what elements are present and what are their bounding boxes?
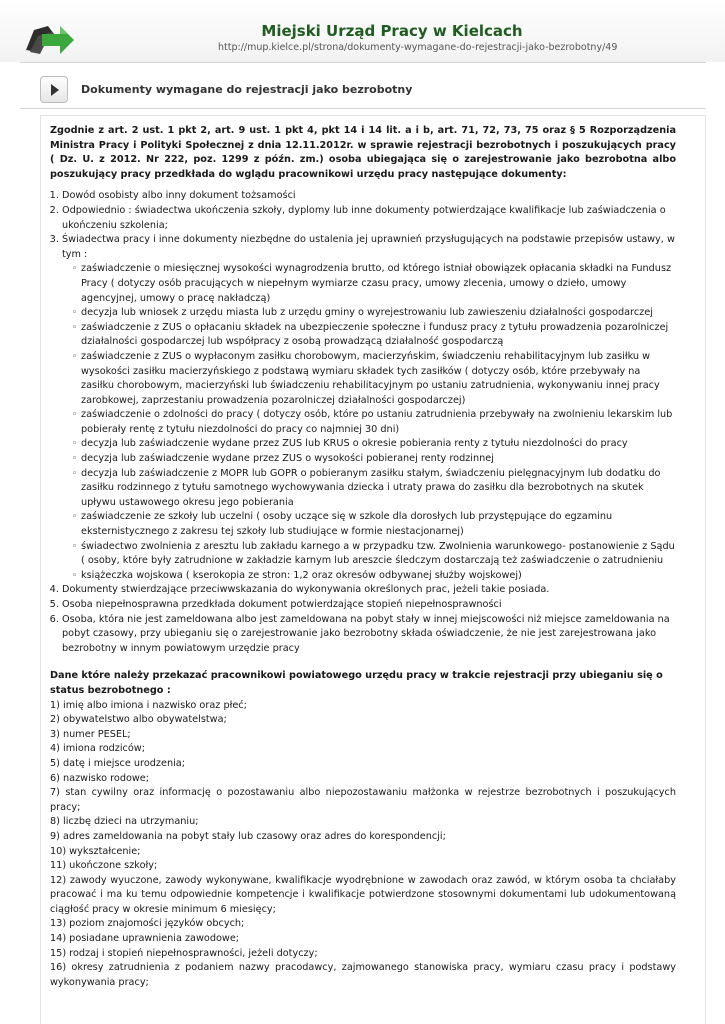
data-item: 9) adres zameldowania na pobyt stały lub czasowy oraz adres do korespondencji;	[50, 830, 446, 842]
data-item: 4) imiona rodziców;	[50, 743, 145, 755]
page-heading: Dokumenty wymagane do rejestracji jako bezrobotny	[81, 83, 413, 96]
list-item: 5. Osoba niepełnosprawna przedkłada dokument potwierdzające stopień niepełnosprawności	[62, 598, 676, 613]
data-item: 13) poziom znajomości języków obcych;	[50, 918, 245, 930]
intro-paragraph: Zgodnie z art. 2 ust. 1 pkt 2, art. 9 ust. 1 pkt 4, pkt 14 i 14 lit. a i b, art. 71, 72, 73, 75 oraz § 5 Rozporządzenia Ministra Pracy i Polityki Społecznej z dnia 12.11.2012r. w sprawie rejestracji bezrobotnych i poszukujących pracy ( Dz. U. z 2012. Nr 222, poz. 1299 z późn. zm.) osoba ubiegająca się o zarejestrowanie jako bezrobotna albo poszukujący pracy przedkłada do wglądu pracownikowi urzędu pracy następujące dokumenty:	[50, 125, 676, 180]
sub-list-item: ◦ świadectwo zwolnienia z aresztu lub zakładu karnego a w przypadku tzw. Zwolnienia warunkowego- postanowienie z Sądu ( osoby, które były zatrudnione w zakładzie karnym lub areszcie śledczym dostarczają też zaświadczenie o zatrudnieniu	[72, 540, 676, 569]
section-heading: Dane które należy przekazać pracownikowi powiatowego urzędu pracy w trakcie rejestracji przy ubieganiu się o status bezrobotnego :	[50, 670, 663, 696]
site-title[interactable]: Miejski Urząd Pracy w Kielcach	[261, 22, 523, 40]
data-list	[50, 699, 676, 991]
sub-list-item: ◦ zaświadczenie ze szkoły lub uczelni ( osoby uczące się w szkole dla dorosłych lub przystępujące do egzaminu eksternistycznego z zakresu tej szkoły lub studiujące w formie niestacjonarnej)	[72, 510, 676, 539]
data-item: 15) rodzaj i stopień niepełnosprawności, jeżeli dotyczy;	[50, 947, 318, 959]
data-item: 5) datę i miejsce urodzenia;	[50, 757, 185, 769]
sub-list-item: ◦ decyzja lub zaświadczenie z MOPR lub GOPR o pobieranym zasiłku stałym, świadczeniu pielęgnacyjnym lub dodatku do zasiłku rodzinnego z tytułu samotnego wychowywania dziecka i utraty prawa do zasiłku dla bezrobotnych na skutek upływu ustawowego okresu jego pobierania	[72, 467, 676, 511]
sub-list-item: ◦ książeczka wojskowa ( kserokopia ze stron: 1,2 oraz okresów odbywanej służby wojskowej)	[72, 569, 676, 584]
chevron-right-icon	[50, 84, 60, 96]
data-item: 6) nazwisko rodowe;	[50, 772, 150, 784]
sub-list-item: ◦ zaświadczenie z ZUS o wypłaconym zasiłku chorobowym, macierzyńskim, świadczeniu rehabilitacyjnym lub zasiłku w wysokości zasiłku macierzyńskiego z podstawą wymiaru składek tych zasiłków ( dotyczy osób, które przebywały na zasiłku chorobowym, macierzyński lub świadczeniu rehabilitacyjnym po ustaniu zatrudnienia, wykonywaniu innej pracy zarobkowej, zaprzestaniu prowadzenia pozarolniczej działalności gospodarczej)	[72, 350, 676, 408]
data-item: 1) imię albo imiona i nazwisko oraz płeć;	[50, 699, 247, 711]
data-item: 16) okresy zatrudnienia z podaniem nazwy pracodawcy, zajmowanego stanowiska pracy, wymiaru czasu pracy i podstawy wykonywania pracy;	[50, 962, 676, 988]
data-item: 12) zawody wyuczone, zawody wykonywane, kwalifikacje wyodrębnione w zawodach oraz zawód, w którym osoba ta chciałaby pracować i ma ku temu odpowiednie kompetencje i kwalifikacje potwierdzone stosownymi dokumentami lub udokumentowaną ciągłość pracy w okresie minimum 6 miesięcy;	[50, 874, 676, 915]
list-item: 2. Odpowiednio : świadectwa ukończenia szkoły, dyplomy lub inne dokumenty potwierdzające kwalifikacje lub zaświadczenia o ukończeniu szkolenia;	[62, 204, 676, 233]
logo-icon[interactable]	[24, 20, 76, 56]
data-item: 14) posiadane uprawnienia zawodowe;	[50, 933, 240, 945]
sub-list-item: ◦ zaświadczenie o miesięcznej wysokości wynagrodzenia brutto, od którego istniał obowiązek opłacania składki na Fundusz Pracy ( dotyczy osób pracujących w niepełnym wymiarze czasu pracy, umowy zlecenia, umowy o dzieło, umowy agencyjnej, umowy o pracę nakładczą)	[72, 262, 676, 306]
data-item: 7) stan cywilny oraz informację o pozostawaniu albo niepozostawaniu małżonka w rejestrze bezrobotnych i poszukujących pracy;	[50, 787, 676, 813]
sub-list-item: ◦ zaświadczenie z ZUS o opłacaniu składek na ubezpieczenie społeczne i fundusz pracy z tytułu prowadzenia pozarolniczej działalności gospodarczej lub współpracy z osobą prowadzącą działalność gospodarczą	[72, 321, 676, 350]
data-item: 11) ukończone szkoły;	[50, 860, 158, 872]
heading-divider	[20, 108, 706, 109]
site-url[interactable]: http://mup.kielce.pl/strona/dokumenty-wymagane-do-rejestracji-jako-bezrobotny/49	[218, 42, 618, 53]
sub-list-item: ◦ decyzja lub wniosek z urzędu miasta lub z urzędu gminy o wyrejestrowaniu lub zawieszeniu działalności gospodarczej	[72, 306, 676, 321]
sub-list-item: ◦ decyzja lub zaświadczenie wydane przez ZUS lub KRUS o okresie pobierania renty z tytułu niezdolności do pracy	[72, 437, 676, 452]
data-item: 2) obywatelstwo albo obywatelstwa;	[50, 714, 227, 726]
data-item: 3) numer PESEL;	[50, 728, 131, 740]
article-content	[50, 124, 676, 990]
nav-arrow-button[interactable]	[40, 76, 68, 103]
list-item: 4. Dokumenty stwierdzające przeciwwskazania do wykonywania określonych prac, jeżeli takie posiada.	[62, 583, 676, 598]
sub-list-item: ◦ decyzja lub zaświadczenie wydane przez ZUS o wysokości pobieranej renty rodzinnej	[72, 452, 676, 467]
sub-list-item: ◦ zaświadczenie o zdolności do pracy ( dotyczy osób, które po ustaniu zatrudnienia przebywały na zwolnieniu lekarskim lub pobierały rentę z tytułu niezdolności do pracy co najmniej 30 dni)	[72, 408, 676, 437]
list-item: 3. Świadectwa pracy i inne dokumenty niezbędne do ustalenia jej uprawnień przysługujących na podstawie przepisów ustawy, w tym : ◦ zaświadczenie o miesięcznej wysokości wynagrodzenia brutto, od którego istniał obowiązek opłacania składki na Fundusz Pracy ( dotyczy osób pracujących w niepełnym wymiarze czasu pracy, umowy zlecenia, umowy o dzieło, umowy agencyjnej, umowy o pracę nakładczą) ◦ decyzja lub wniosek z urzędu miasta lub z urzędu gminy o wyrejestrowaniu lub zawieszeniu działalności gospodarczej ◦ zaświadczenie z ZUS o opłacaniu składek na ubezpieczenie społeczne i fundusz pracy z tytułu prowadzenia pozarolniczej działalności gospodarczej lub współpracy z osobą prowadzącą działalność gospodarczą ◦ zaświadczenie z ZUS o wypłaconym zasiłku chorobowym, macierzyńskim, świadczeniu rehabilitacyjnym lub zasiłku w wysokości zasiłku macierzyńskiego z podstawą wymiaru składek tych zasiłków ( dotyczy osób, które przebywały na zasiłku chorobowym, macierzyński lub świadczeniu rehabilitacyjnym po ustaniu zatrudnienia, wykonywaniu innej pracy zarobkowej, zaprzestaniu prowadzenia pozarolniczej działalności gospodarczej) ◦ zaświadczenie o zdolności do pracy ( dotyczy osób, które po ustaniu zatrudnienia przebywały na zwolnieniu lekarskim lub pobierały rentę z tytułu niezdolności do pracy co najmniej 30 dni) ◦ decyzja lub zaświadczenie wydane przez ZUS lub KRUS o okresie pobierania renty z tytułu niezdolności do pracy ◦ decyzja lub zaświadczenie wydane przez ZUS o wysokości pobieranej renty rodzinnej ◦ decyzja lub zaświadczenie z MOPR lub GOPR o pobieranym zasiłku stałym, świadczeniu pielęgnacyjnym lub dodatku do zasiłku rodzinnego z tytułu samotnego wychowywania dziecka i utraty prawa do zasiłku dla bezrobotnych na skutek upływu ustawowego okresu jego pobierania ◦ zaświadczenie ze szkoły lub uczelni ( osoby uczące się w szkole dla dorosłych lub przystępujące do egzaminu eksternistycznego z zakresu tej szkoły lub studiujące w formie niestacjonarnej) ◦ świadectwo zwolnienia z aresztu lub zakładu karnego a w przypadku tzw. Zwolnienia warunkowego- postanowienie z Sądu ( osoby, które były zatrudnione w zakładzie karnym lub areszcie śledczym dostarczają też zaświadczenie o zatrudnieniu ◦ książeczka wojskowa ( kserokopia ze stron: 1,2 oraz okresów odbywanej służby wojskowej)	[62, 233, 676, 583]
site-header	[0, 0, 725, 62]
data-item: 8) liczbę dzieci na utrzymaniu;	[50, 816, 199, 828]
data-item: 10) wykształcenie;	[50, 845, 141, 857]
sub-list	[62, 262, 676, 583]
list-item: 1. Dowód osobisty albo inny dokument tożsamości	[62, 189, 676, 204]
header-divider	[20, 62, 706, 63]
list-item: 6. Osoba, która nie jest zameldowana albo jest zameldowana na pobyt stały w innej miejscowości niż miejsce zameldowania na pobyt czasowy, przy ubieganiu się o zarejestrowanie jako bezrobotny składa oświadczenie, że nie jest zarejestrowana jako bezrobotny w innym powiatowym urzędzie pracy	[62, 613, 676, 657]
documents-list	[50, 189, 676, 656]
